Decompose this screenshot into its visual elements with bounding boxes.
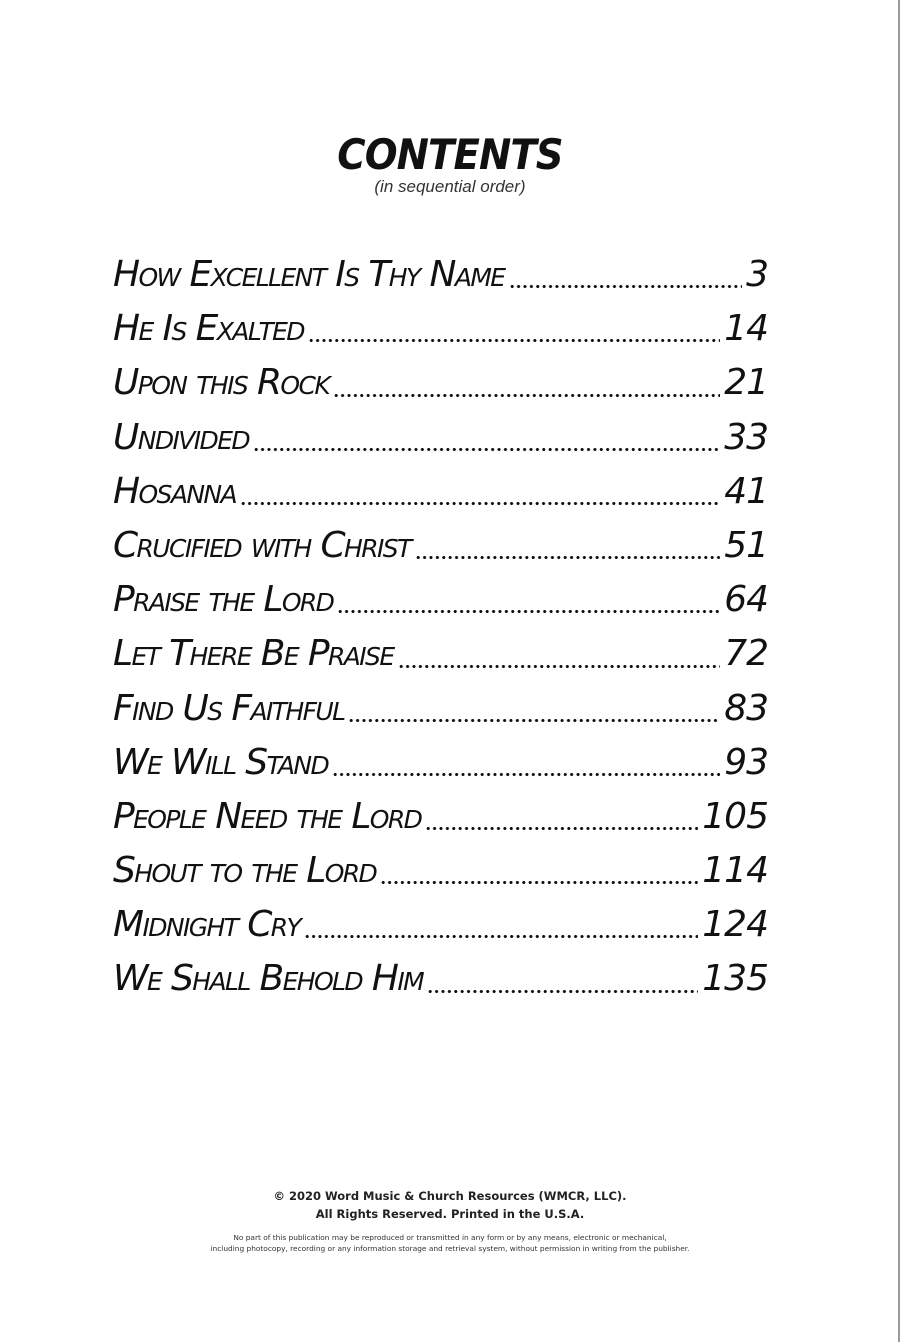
dot-leader xyxy=(240,501,720,506)
contents-header xyxy=(0,132,900,196)
disclaimer-line: No part of this publication may be reproduced or transmitted in any form or by any means, electronic or mechanical, xyxy=(233,1233,667,1242)
toc-entry-title: Crucified with Christ xyxy=(113,524,411,566)
toc-entry-page: 51 xyxy=(724,524,768,566)
toc-entry-page: 3 xyxy=(746,254,768,295)
page-subtitle: (in sequential order) xyxy=(374,177,526,196)
toc-entry xyxy=(113,302,768,356)
toc-entry-page: 21 xyxy=(724,362,768,404)
toc-entry xyxy=(113,411,768,465)
toc-entry-page: 64 xyxy=(724,579,768,621)
toc-entry xyxy=(113,356,768,410)
toc-entry xyxy=(113,898,768,952)
toc-entry-title: Find Us Faithful xyxy=(113,687,345,729)
toc-entry-title: We Shall Behold Him xyxy=(113,958,424,1000)
toc-entry-title: People Need the Lord xyxy=(113,795,422,837)
dot-leader xyxy=(509,284,743,289)
dot-leader xyxy=(337,609,720,614)
disclaimer-line: including photocopy, recording or any information storage and retrieval system, without permission in writing from the publisher. xyxy=(210,1244,690,1253)
toc-entry-page: 72 xyxy=(724,633,768,675)
dot-leader xyxy=(380,880,698,885)
toc-entry-page: 33 xyxy=(724,416,768,458)
toc-entry xyxy=(113,248,768,302)
toc-entry-title: Midnight Cry xyxy=(113,904,301,946)
toc-entry-page: 93 xyxy=(724,741,768,783)
table-of-contents xyxy=(113,248,768,1007)
toc-entry-title: Praise the Lord xyxy=(113,579,334,621)
copyright-footer xyxy=(0,1187,900,1254)
toc-entry xyxy=(113,790,768,844)
toc-entry-page: 135 xyxy=(702,958,768,1000)
toc-entry-title: Shout to the Lord xyxy=(113,850,377,892)
rights-line: All Rights Reserved. Printed in the U.S.A. xyxy=(315,1207,585,1221)
toc-entry xyxy=(113,627,768,681)
dot-leader xyxy=(253,447,720,452)
dot-leader xyxy=(398,664,721,669)
dot-leader xyxy=(333,393,720,398)
toc-entry-page: 114 xyxy=(702,850,768,892)
toc-entry xyxy=(113,519,768,573)
toc-entry-title: We Will Stand xyxy=(113,741,329,783)
dot-leader xyxy=(415,555,720,560)
dot-leader xyxy=(308,338,720,343)
toc-entry-title: Upon this Rock xyxy=(113,362,330,404)
disclaimer-text xyxy=(0,1232,900,1254)
dot-leader xyxy=(425,826,698,831)
dot-leader xyxy=(348,718,720,723)
copyright-line: © 2020 Word Music & Church Resources (WMCR, LLC). xyxy=(273,1189,627,1203)
toc-entry-title: He Is Exalted xyxy=(113,308,304,350)
toc-entry-title: Undivided xyxy=(113,416,250,458)
dot-leader xyxy=(332,772,720,777)
toc-entry-page: 105 xyxy=(702,795,768,837)
toc-entry xyxy=(113,844,768,898)
toc-entry-page: 83 xyxy=(724,687,768,729)
toc-entry xyxy=(113,736,768,790)
toc-entry xyxy=(113,465,768,519)
page-title: CONTENTS xyxy=(337,130,563,179)
toc-entry-page: 124 xyxy=(702,904,768,946)
toc-entry-page: 41 xyxy=(724,470,768,512)
toc-entry xyxy=(113,952,768,1006)
toc-entry xyxy=(113,573,768,627)
toc-entry-title: Hosanna xyxy=(113,470,237,512)
dot-leader xyxy=(427,989,698,994)
toc-entry-title: How Excellent Is Thy Name xyxy=(113,254,505,295)
toc-entry xyxy=(113,682,768,736)
toc-entry-title: Let There Be Praise xyxy=(113,633,394,675)
dot-leader xyxy=(304,934,698,939)
toc-entry-page: 14 xyxy=(724,308,768,350)
